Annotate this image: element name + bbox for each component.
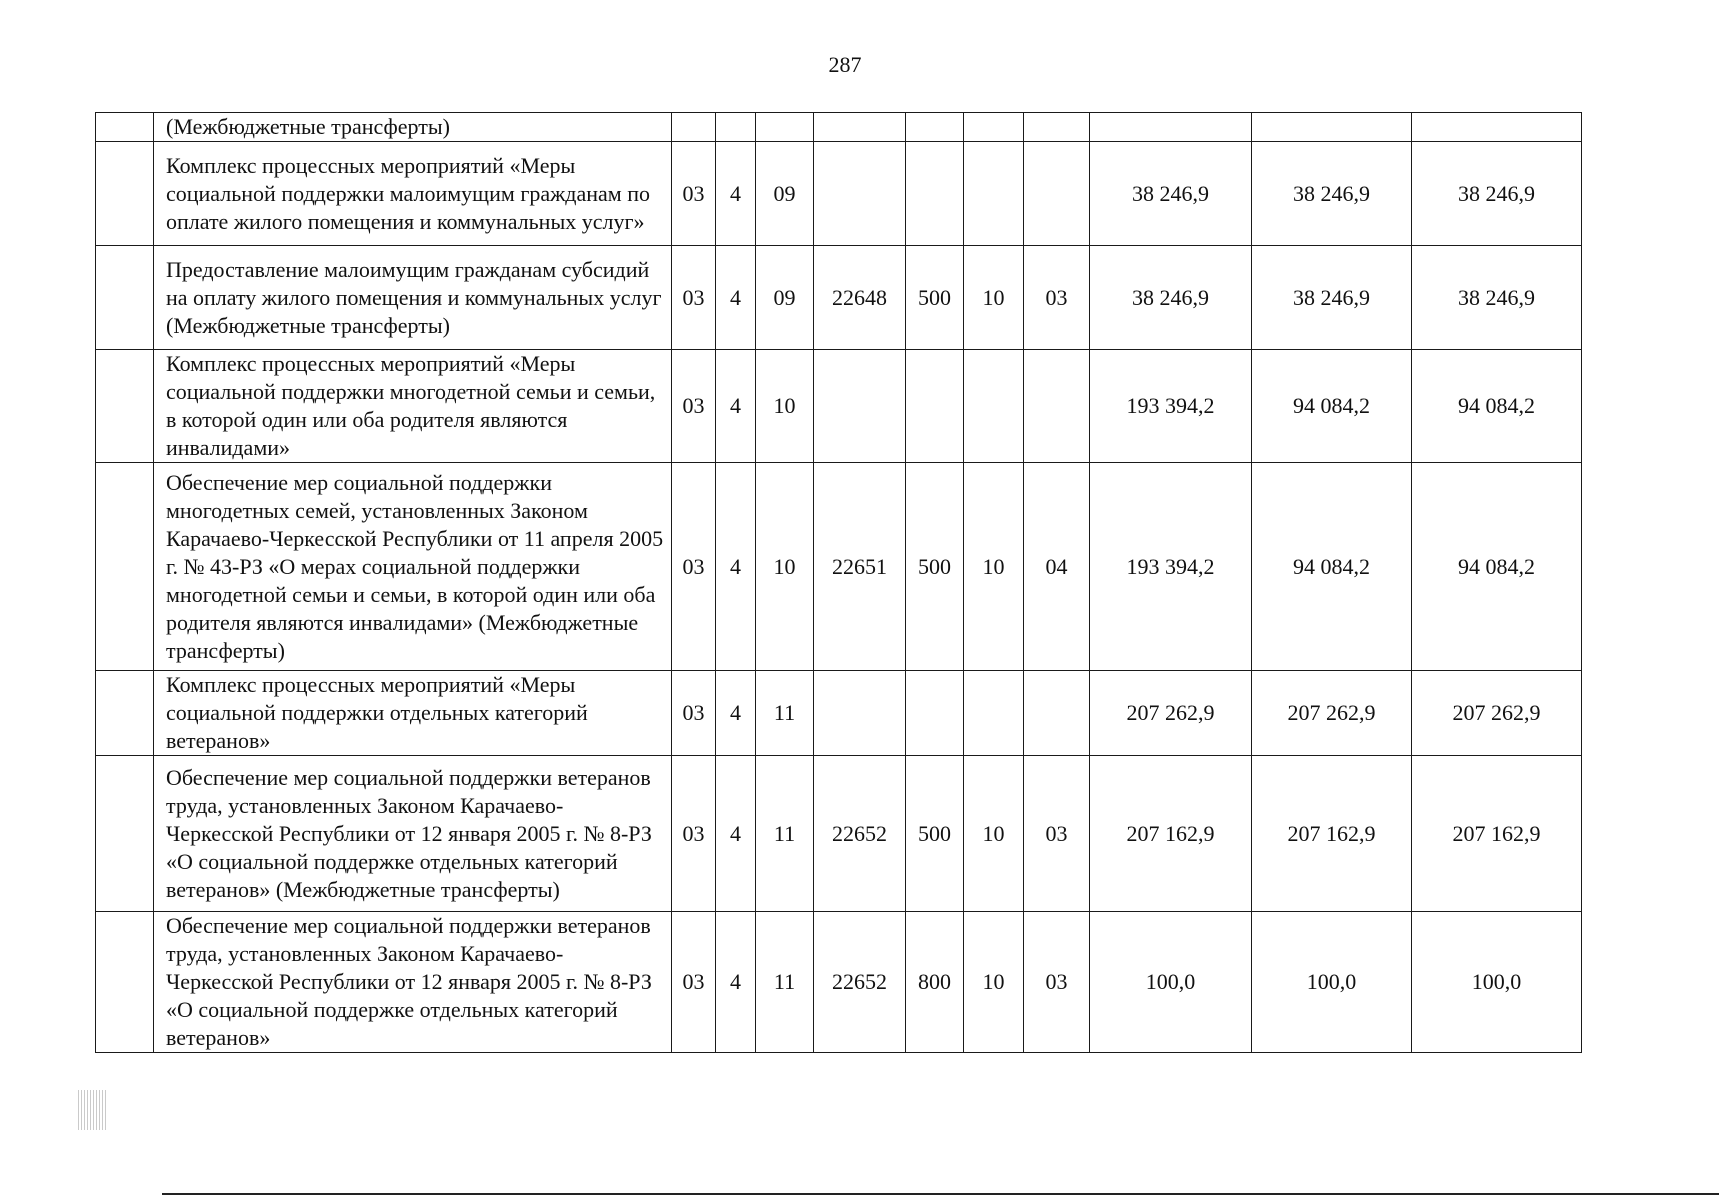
code-cell: 4 — [716, 671, 756, 756]
code-cell: 500 — [906, 463, 964, 671]
amount-cell: 94 084,2 — [1412, 463, 1582, 671]
description-cell: Комплекс процессных мероприятий «Меры социальной поддержки малоимущим гражданам по оплате жилого помещения и коммунальных услуг» — [154, 142, 672, 246]
code-cell: 4 — [716, 756, 756, 912]
description-cell: Предоставление малоимущим гражданам субсидий на оплату жилого помещения и коммунальных услуг (Межбюджетные трансферты) — [154, 246, 672, 350]
code-cell: 03 — [672, 142, 716, 246]
amount-cell — [1090, 113, 1252, 142]
row-number-cell — [96, 912, 154, 1053]
code-cell — [906, 142, 964, 246]
code-cell: 10 — [756, 350, 814, 463]
description-cell: (Межбюджетные трансферты) — [154, 113, 672, 142]
code-cell: 11 — [756, 671, 814, 756]
code-cell — [1024, 671, 1090, 756]
table-row — [96, 113, 1582, 142]
code-cell: 4 — [716, 463, 756, 671]
amount-cell: 193 394,2 — [1090, 350, 1252, 463]
amount-cell: 207 162,9 — [1090, 756, 1252, 912]
table-row — [96, 142, 1582, 246]
description-cell: Обеспечение мер социальной поддержки ветеранов труда, установленных Законом Карачаево-Черкесской Республики от 12 января 2005 г. № 8-РЗ «О социальной поддержке отдельных категорий ветеранов» — [154, 912, 672, 1053]
bottom-rule — [162, 1193, 1719, 1195]
table-row — [96, 463, 1582, 671]
code-cell — [814, 350, 906, 463]
amount-cell: 38 246,9 — [1412, 246, 1582, 350]
code-cell — [964, 671, 1024, 756]
code-cell: 800 — [906, 912, 964, 1053]
code-cell: 22652 — [814, 756, 906, 912]
code-cell: 500 — [906, 246, 964, 350]
row-number-cell — [96, 113, 154, 142]
amount-cell: 38 246,9 — [1090, 246, 1252, 350]
code-cell: 09 — [756, 142, 814, 246]
code-cell — [756, 113, 814, 142]
row-number-cell — [96, 350, 154, 463]
amount-cell: 100,0 — [1090, 912, 1252, 1053]
table-row — [96, 671, 1582, 756]
code-cell: 4 — [716, 912, 756, 1053]
code-cell: 11 — [756, 912, 814, 1053]
code-cell: 10 — [756, 463, 814, 671]
row-number-cell — [96, 246, 154, 350]
amount-cell: 38 246,9 — [1252, 246, 1412, 350]
row-number-cell — [96, 142, 154, 246]
amount-cell: 100,0 — [1252, 912, 1412, 1053]
amount-cell: 193 394,2 — [1090, 463, 1252, 671]
code-cell — [814, 671, 906, 756]
code-cell — [964, 113, 1024, 142]
amount-cell: 207 262,9 — [1412, 671, 1582, 756]
row-number-cell — [96, 671, 154, 756]
code-cell — [814, 113, 906, 142]
amount-cell: 100,0 — [1412, 912, 1582, 1053]
amount-cell: 207 162,9 — [1412, 756, 1582, 912]
code-cell — [1024, 113, 1090, 142]
code-cell: 10 — [964, 756, 1024, 912]
code-cell: 10 — [964, 912, 1024, 1053]
code-cell: 4 — [716, 350, 756, 463]
amount-cell — [1412, 113, 1582, 142]
code-cell: 500 — [906, 756, 964, 912]
code-cell — [906, 113, 964, 142]
table-row — [96, 246, 1582, 350]
description-cell: Комплекс процессных мероприятий «Меры социальной поддержки отдельных категорий ветеранов» — [154, 671, 672, 756]
amount-cell: 207 162,9 — [1252, 756, 1412, 912]
table-row — [96, 350, 1582, 463]
code-cell: 22648 — [814, 246, 906, 350]
margin-scan-mark — [78, 1090, 108, 1130]
code-cell: 4 — [716, 246, 756, 350]
code-cell — [964, 350, 1024, 463]
code-cell: 04 — [1024, 463, 1090, 671]
amount-cell: 207 262,9 — [1252, 671, 1412, 756]
code-cell: 11 — [756, 756, 814, 912]
code-cell: 03 — [1024, 246, 1090, 350]
amount-cell: 94 084,2 — [1252, 463, 1412, 671]
code-cell: 03 — [672, 463, 716, 671]
row-number-cell — [96, 756, 154, 912]
table-row — [96, 912, 1582, 1053]
code-cell: 03 — [1024, 756, 1090, 912]
code-cell: 03 — [1024, 912, 1090, 1053]
code-cell: 03 — [672, 350, 716, 463]
code-cell: 03 — [672, 756, 716, 912]
amount-cell: 38 246,9 — [1090, 142, 1252, 246]
code-cell: 22652 — [814, 912, 906, 1053]
code-cell — [814, 142, 906, 246]
budget-table — [95, 112, 1582, 1053]
code-cell — [1024, 142, 1090, 246]
row-number-cell — [96, 463, 154, 671]
code-cell: 4 — [716, 142, 756, 246]
code-cell: 10 — [964, 463, 1024, 671]
amount-cell — [1252, 113, 1412, 142]
code-cell: 10 — [964, 246, 1024, 350]
code-cell — [1024, 350, 1090, 463]
amount-cell: 94 084,2 — [1252, 350, 1412, 463]
code-cell — [716, 113, 756, 142]
amount-cell: 207 262,9 — [1090, 671, 1252, 756]
code-cell — [964, 142, 1024, 246]
code-cell: 22651 — [814, 463, 906, 671]
page-number: 287 — [828, 52, 862, 77]
description-cell: Комплекс процессных мероприятий «Меры социальной поддержки многодетной семьи и семьи, в которой один или оба родителя являются инвалидами» — [154, 350, 672, 463]
code-cell: 09 — [756, 246, 814, 350]
table-row — [96, 756, 1582, 912]
amount-cell: 38 246,9 — [1252, 142, 1412, 246]
amount-cell: 38 246,9 — [1412, 142, 1582, 246]
amount-cell: 94 084,2 — [1412, 350, 1582, 463]
code-cell: 03 — [672, 912, 716, 1053]
code-cell — [672, 113, 716, 142]
code-cell: 03 — [672, 246, 716, 350]
description-cell: Обеспечение мер социальной поддержки многодетных семей, установленных Законом Карачаево-Черкесской Республики от 11 апреля 2005 г. № 43-РЗ «О мерах социальной поддержки многодетной семьи и семьи, в которой один или оба родителя являются инвалидами» (Межбюджетные трансферты) — [154, 463, 672, 671]
description-cell: Обеспечение мер социальной поддержки ветеранов труда, установленных Законом Карачаево-Черкесской Республики от 12 января 2005 г. № 8-РЗ «О социальной поддержке отдельных категорий ветеранов» (Межбюджетные трансферты) — [154, 756, 672, 912]
code-cell: 03 — [672, 671, 716, 756]
code-cell — [906, 671, 964, 756]
code-cell — [906, 350, 964, 463]
